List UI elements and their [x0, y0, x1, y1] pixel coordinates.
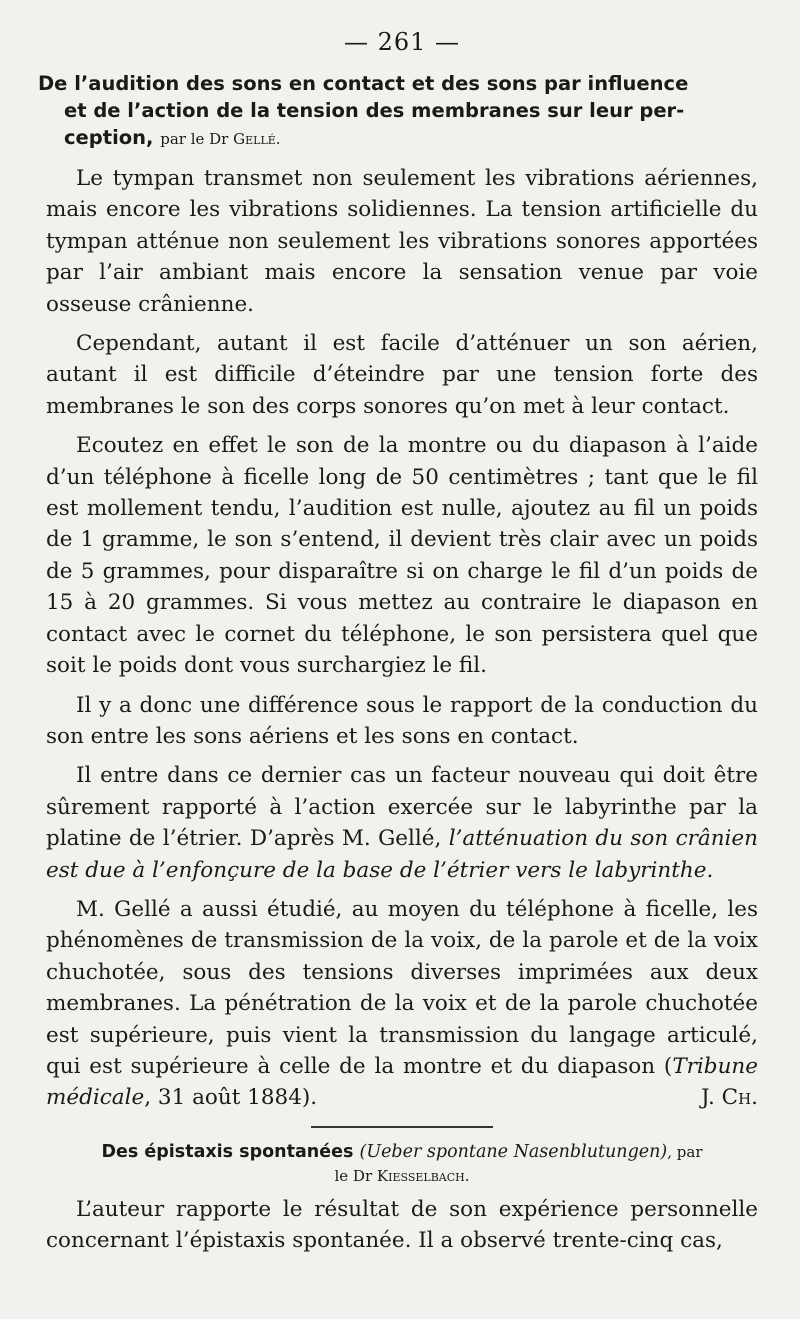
article-title-line-2: et de l’action de la tension des membranes sur leur per- — [64, 99, 685, 122]
second-article-title-suffix: , par — [667, 1142, 703, 1161]
second-article-title — [46, 1140, 758, 1188]
article-signature: J. Ch. — [701, 1085, 758, 1111]
article-title-line-3: ception, — [64, 126, 154, 149]
paragraph-4: Il y a donc une différence sous le rapport de la conduction du son entre les sons aériens et les sons en contact. — [46, 692, 758, 749]
second-byline-author: Kiesselbach. — [376, 1166, 470, 1185]
paragraph-6-date: , 31 août 1884). — [144, 1085, 318, 1111]
second-byline-prefix: le Dr — [334, 1166, 373, 1185]
article-title-line-1: De l’audition des sons en contact et des sons par influence — [38, 72, 689, 95]
paragraph-6-source: Tribune médicale — [46, 1053, 758, 1111]
paragraph-5-text: Il entre dans ce dernier cas un facteur nouveau qui doit être sûrement rapporté à l’action exercée sur le labyrinthe par la platine de l’étrier. D’après M. Gellé, — [46, 763, 758, 852]
byline-author: Gellé. — [233, 130, 281, 148]
article-title — [38, 70, 758, 153]
byline-prefix: par le Dr — [160, 130, 229, 148]
page-number: — 261 — — [343, 28, 461, 56]
article-byline — [160, 130, 280, 148]
paragraph-1: Le tympan transmet non seulement les vibrations aériennes, mais encore les vibrations solidiennes. La tension artificielle du tympan atténue non seulement les vibrations sonores apportées par l’air ambiant mais encore la sensation venue par voie osseuse crânienne. — [46, 166, 758, 317]
section-divider — [311, 1126, 493, 1128]
paragraph-2: Cependant, autant il est facile d’atténuer un son aérien, autant il est difficile d’éteindre par une tension forte des membranes le son des corps sonores qu’on met à leur contact. — [46, 331, 758, 419]
paragraph-3: Ecoutez en effet le son de la montre ou du diapason à l’aide d’un téléphone à ficelle long de 50 centimètres ; tant que le fil est mollement tendu, l’audition est nulle, ajoutez au fil un poids de 1 gramme, le son s’entend, il devient très clair avec un poids de 5 grammes, pour disparaître si on charge le fil d’un poids de 15 à 20 grammes. Si vous mettez au contraire le diapason en contact avec le cornet du téléphone, le son persistera quel que soit le poids dont vous surchargiez le fil. — [46, 433, 758, 679]
paragraph-5-italic: l’atténuation du son crânien est due à l’enfonçure de la base de l’étrier vers le labyrinthe. — [46, 826, 758, 883]
paragraph-6-text: M. Gellé a aussi étudié, au moyen du téléphone à ficelle, les phénomènes de transmission de la voix, de la parole et de la voix chuchotée, sous des tensions diverses imprimées aux deux membranes. La pénétration de la voix et de la parole chuchotée est supérieure, puis vient la transmission du langage articulé, qui est supérieure à celle de la montre et du diapason ( — [46, 896, 758, 1079]
second-article-byline — [46, 1164, 758, 1188]
second-article-translation: (Ueber spontane Nasenblutungen) — [359, 1141, 668, 1162]
second-article-title-text: Des épistaxis spontanées — [101, 1141, 354, 1162]
second-article-paragraph-1: L’auteur rapporte le résultat de son expérience personnelle concernant l’épistaxis spontanée. Il a observé trente-cinq cas, — [46, 1196, 758, 1254]
paragraph-6 — [46, 894, 758, 1114]
paragraph-5 — [46, 760, 758, 886]
